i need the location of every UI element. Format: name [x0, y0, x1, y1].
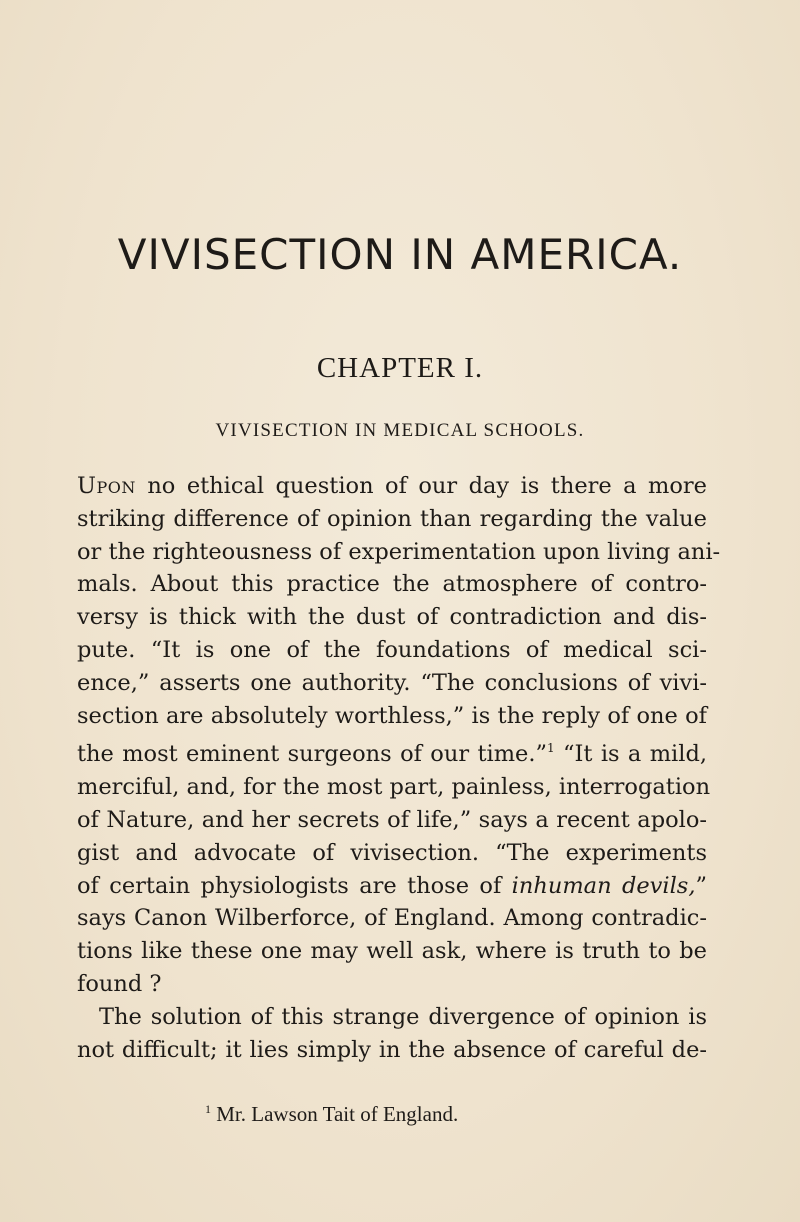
- text-line: not difficult; it lies simply in the absence of careful de-: [77, 1036, 707, 1063]
- text-line: or the righteousness of experimentation upon living ani-: [77, 538, 721, 565]
- text-line: The solution of this strange divergence of opinion is: [99, 1003, 707, 1030]
- text-line: striking difference of opinion than regarding the value: [77, 505, 707, 532]
- footnote-ref: 1: [547, 741, 555, 756]
- footnote-marker: 1: [205, 1102, 211, 1116]
- italic-phrase: inhuman devils,: [511, 872, 696, 899]
- text-line: pute. “It is one of the foundations of medical sci-: [77, 636, 707, 663]
- book-title: VIVISECTION IN AMERICA.: [117, 230, 683, 279]
- text-line: ence,” asserts one authority. “The conclusions of vivi-: [77, 669, 707, 696]
- footnote: [205, 1102, 458, 1127]
- text-line: Upon no ethical question of our day is there a more: [77, 473, 707, 499]
- drop-word: Upon: [77, 473, 136, 499]
- text-line: of Nature, and her secrets of life,” says a recent apolo-: [77, 806, 707, 833]
- paragraph-2: [77, 1001, 707, 1067]
- text-line: versy is thick with the dust of contradiction and dis-: [77, 604, 707, 631]
- paragraph-1: [77, 470, 721, 1001]
- section-title: VIVISECTION IN MEDICAL SCHOOLS.: [215, 420, 585, 441]
- footnote-text: Mr. Lawson Tait of England.: [211, 1102, 459, 1126]
- text-line: of certain physiologists are those of inhuman devils,”: [77, 872, 707, 899]
- text-line: gist and advocate of vivisection. “The experiments: [77, 839, 707, 866]
- text-line: tions like these one may well ask, where is truth to be: [77, 938, 707, 965]
- text-line: section are absolutely worthless,” is the reply of one of: [77, 702, 707, 729]
- text-line: mals. About this practice the atmosphere of contro-: [77, 571, 707, 598]
- text-line: merciful, and, for the most part, painless, interrogation: [77, 774, 711, 801]
- chapter-heading: CHAPTER I.: [316, 352, 484, 384]
- text-line: says Canon Wilberforce, of England. Among contradic-: [77, 905, 707, 932]
- text-line: found ?: [77, 970, 162, 997]
- body-text: [77, 470, 721, 1066]
- text-line: the most eminent surgeons of our time.”$^1$ “It is a mild,: [77, 741, 707, 768]
